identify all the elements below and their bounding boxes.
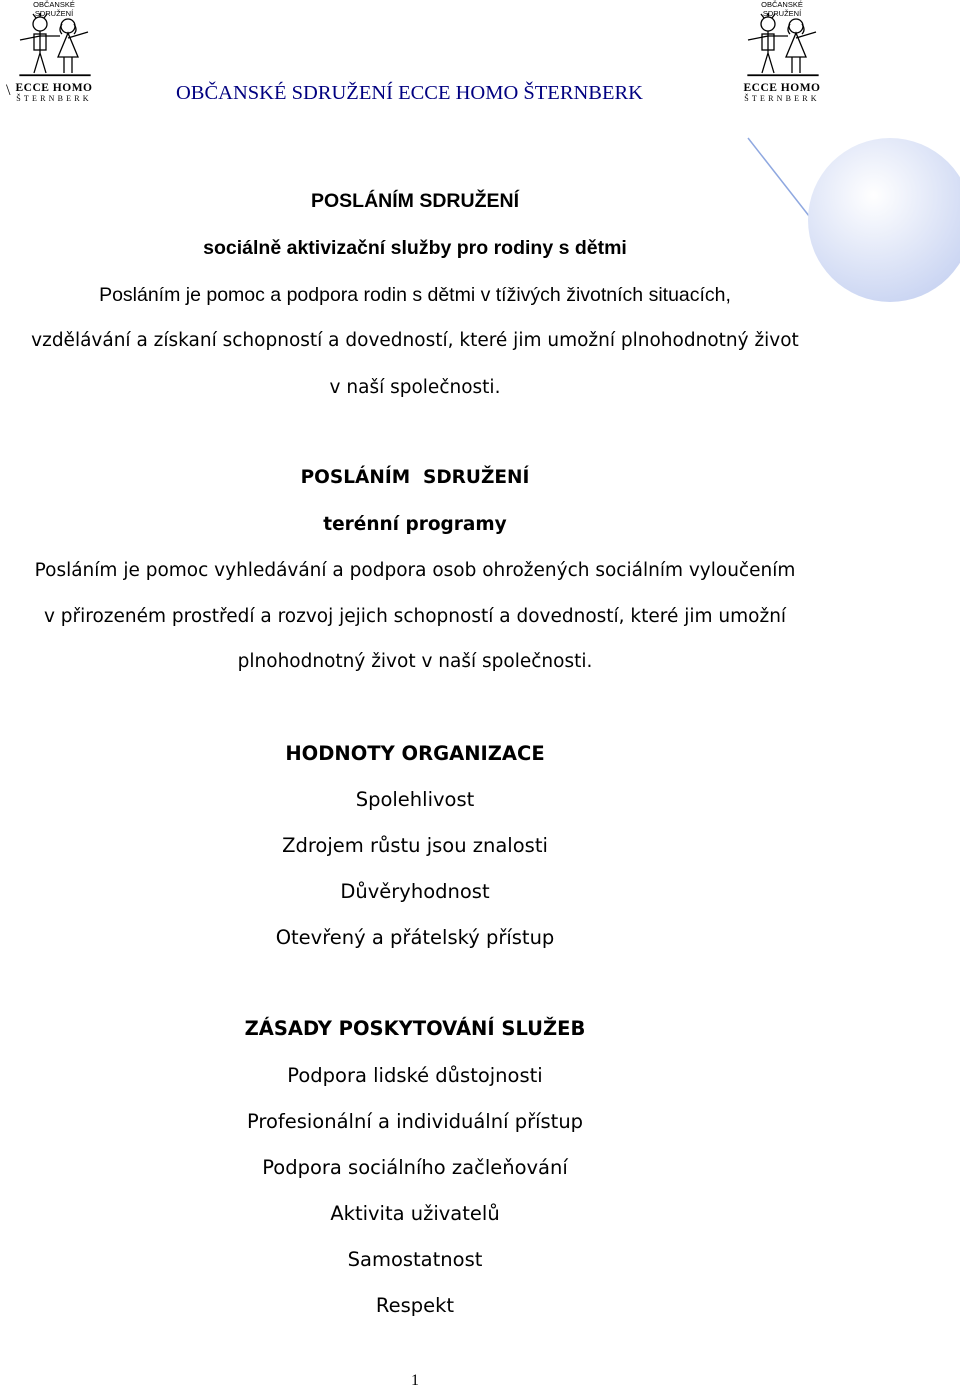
section1-text-line: Posláním je pomoc a podpora rodin s dětmi v tíživých životních situacích, bbox=[99, 284, 731, 306]
values-list-item: Důvěryhodnost bbox=[340, 880, 490, 903]
section2-text-line: plnohodnotný život v naší společnosti. bbox=[237, 651, 593, 672]
section1-heading: POSLÁNÍM SDRUŽENÍ bbox=[310, 190, 519, 212]
children-figures-icon bbox=[742, 12, 822, 80]
values-list-item: Otevřený a přátelský přístup bbox=[275, 926, 555, 949]
logo-city: ŠTERNBERK bbox=[16, 94, 92, 103]
logo-top-text: OBČANSKÉ SDRUŽENÍ bbox=[761, 0, 803, 18]
principles-list-item: Samostatnost bbox=[347, 1248, 483, 1271]
header-slash: \ bbox=[6, 82, 11, 99]
logo-name: ECCE HOMO bbox=[743, 82, 821, 94]
principles-list-item: Podpora sociálního začleňování bbox=[262, 1156, 568, 1179]
principles-list-item: Podpora lidské důstojnosti bbox=[287, 1064, 543, 1087]
values-list-item: Spolehlivost bbox=[355, 788, 475, 811]
section3-heading: HODNOTY ORGANIZACE bbox=[285, 742, 545, 765]
values-list-item: Zdrojem růstu jsou znalosti bbox=[282, 834, 548, 857]
section2-text-line: v přirozeném prostředí a rozvoj jejich schopností a dovedností, které jim umožní bbox=[43, 606, 787, 627]
section2-subheading: terénní programy bbox=[323, 514, 507, 535]
principles-list-item: Profesionální a individuální přístup bbox=[246, 1110, 584, 1133]
header-title: OBČANSKÉ SDRUŽENÍ ECCE HOMO ŠTERNBERK bbox=[176, 82, 643, 104]
section2-text-line: Posláním je pomoc vyhledávání a podpora osob ohrožených sociálním vyloučením bbox=[34, 560, 796, 581]
section1-text-line: v naší společnosti. bbox=[329, 377, 501, 398]
section1-subheading: sociálně aktivizační služby pro rodiny s dětmi bbox=[203, 237, 627, 259]
principles-list-item: Respekt bbox=[375, 1294, 455, 1317]
logo-top-text: OBČANSKÉ SDRUŽENÍ bbox=[33, 0, 75, 18]
children-figures-icon bbox=[14, 12, 94, 80]
section4-heading: ZÁSADY POSKYTOVÁNÍ SLUŽEB bbox=[244, 1017, 586, 1040]
section1-text-line: vzdělávání a získaní schopností a dovedností, které jim umožní plnohodnotný život bbox=[31, 330, 799, 351]
principles-list-item: Aktivita uživatelů bbox=[330, 1202, 500, 1225]
logo-city: ŠTERNBERK bbox=[744, 94, 820, 103]
organization-logo-right bbox=[742, 0, 822, 104]
section2-heading: POSLÁNÍM SDRUŽENÍ bbox=[300, 467, 530, 488]
page-number: 1 bbox=[411, 1372, 419, 1389]
logo-name: ECCE HOMO bbox=[15, 82, 93, 94]
organization-logo-left bbox=[14, 0, 94, 104]
